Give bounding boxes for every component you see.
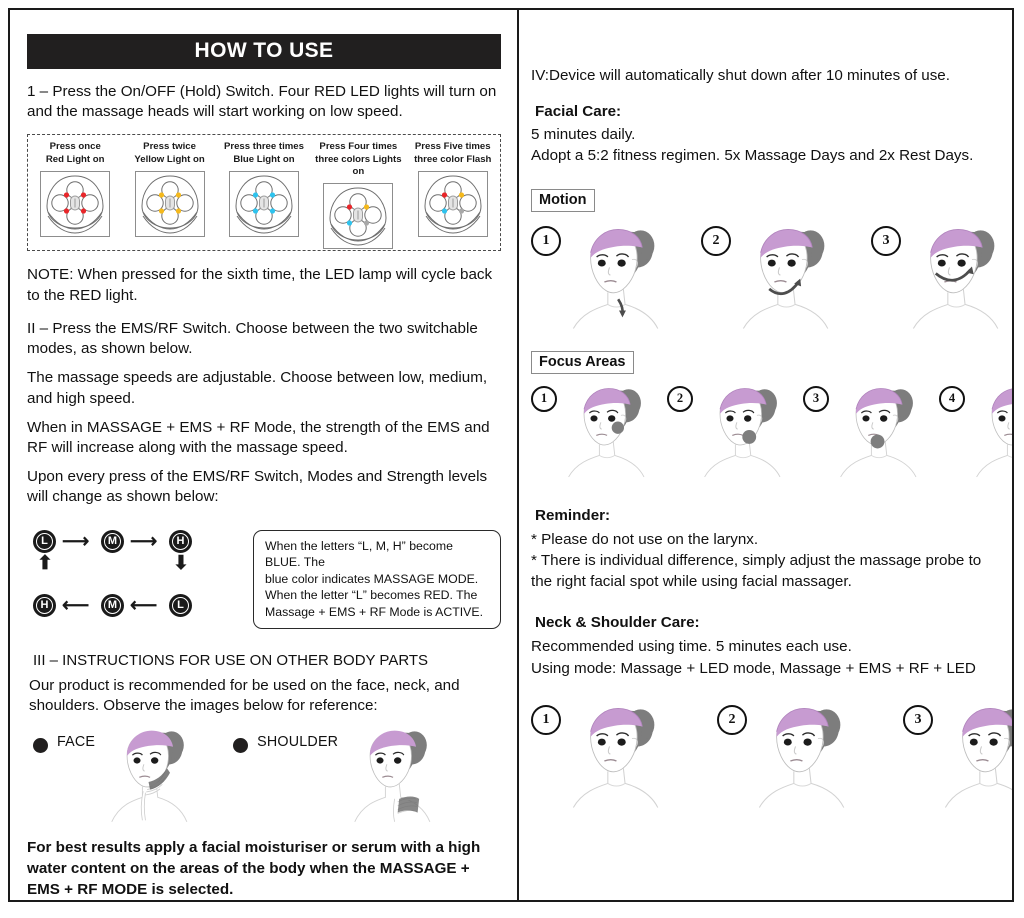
step-1-text: 1 – Press the On/OFF (Hold) Switch. Four RED LED lights will turn on and the massage heads will start working on low speed. (27, 83, 497, 121)
cycle-node-top: L (33, 530, 56, 553)
cycle-arrow-right-icon: ⟶ (130, 530, 158, 552)
led-mode-caption (126, 141, 214, 166)
led-mode-light-state: Blue Light on (233, 153, 295, 165)
led-mode-light-state: three colors Lights on (315, 153, 402, 177)
step-3-title: III – INSTRUCTIONS FOR USE ON OTHER BODY PARTS (33, 651, 429, 669)
figure-number-badge: 1 (531, 386, 557, 412)
bullet-dot-icon (33, 738, 48, 753)
focus-head-illustration (693, 380, 787, 485)
neck-care-line-2: Using mode: Massage + LED mode, Massage + EMS + RF + LED (531, 659, 976, 677)
motion-figure (701, 220, 835, 337)
led-mode-cell (409, 141, 497, 237)
neck-shoulder-figure-row (531, 699, 998, 816)
focus-area-figure (667, 380, 787, 485)
figure-number-badge: 1 (531, 226, 561, 256)
neck-shoulder-figure (531, 699, 665, 816)
left-column (10, 10, 517, 902)
led-mode-press-count: Press Five times (414, 141, 491, 153)
cycle-node-top: H (169, 530, 192, 553)
mode-color-note-line: Massage + EMS + RF Mode is ACTIVE. (265, 604, 484, 619)
neck-shoulder-head-illustration (747, 699, 851, 816)
focus-areas-figure-row (531, 380, 998, 485)
cycle-node-top: M (101, 530, 124, 553)
led-mode-light-state: Red Light on (45, 153, 105, 165)
led-mode-cell (126, 141, 214, 237)
body-parts-figures (27, 720, 501, 820)
figure-number-badge: 3 (871, 226, 901, 256)
neck-shoulder-figure (717, 699, 851, 816)
focus-area-figure (939, 380, 1014, 485)
led-mode-caption (314, 141, 402, 178)
motion-figure (531, 220, 665, 337)
facial-care-title: Facial Care: (535, 102, 622, 120)
cycle-arrow-left-icon: ⟵ (62, 594, 90, 616)
final-note-text: For best results apply a facial moisturiser or serum with a high water content on the areas of the body when the MASSAGE + EMS + RF MODE is selected. (27, 839, 481, 898)
body-part-shoulder (233, 720, 436, 820)
cycle-arrow-up-icon: ⬆ (37, 552, 53, 574)
mode-color-note-line: When the letters “L, M, H” become BLUE. The (265, 538, 453, 570)
neck-shoulder-care-title: Neck & Shoulder Care: (535, 614, 700, 632)
cycle-arrow-down-icon: ⬇ (173, 552, 189, 574)
body-part-label: FACE (57, 734, 96, 751)
cycle-intro-text: Upon every press of the EMS/RF Switch, Modes and Strength levels will change as shown below: (27, 468, 488, 506)
focus-areas-section-tag: Focus Areas (531, 351, 634, 374)
led-mode-cell (31, 141, 119, 237)
figure-number-badge: 2 (717, 705, 747, 735)
led-device-icon (323, 183, 393, 249)
cycle-arrow-left-icon: ⟵ (130, 594, 158, 616)
reminder-title: Reminder: (535, 506, 611, 524)
massage-speeds-text: The massage speeds are adjustable. Choose between low, medium, and high speed. (27, 369, 488, 407)
neck-shoulder-head-illustration (561, 699, 665, 816)
focus-head-illustration (829, 380, 923, 485)
figure-number-badge: 3 (903, 705, 933, 735)
step-3-body: Our product is recommended for be used on the face, neck, and shoulders. Observe the images below for reference: (29, 676, 460, 715)
figure-number-badge: 3 (803, 386, 829, 412)
facial-care-line-2: Adopt a 5:2 fitness regimen. 5x Massage Days and 2x Rest Days. (531, 147, 974, 165)
figure-number-badge: 2 (667, 386, 693, 412)
page-title-banner: HOW TO USE (27, 34, 501, 69)
motion-figure-row (531, 220, 998, 337)
led-mode-press-count: Press three times (223, 141, 304, 153)
right-column (519, 10, 1014, 902)
figure-number-badge: 2 (701, 226, 731, 256)
led-mode-caption (409, 141, 497, 166)
led-mode-light-state: Yellow Light on (134, 153, 205, 165)
led-mode-strip (27, 134, 501, 251)
step-4-text: IV:Device will automatically shut down after 10 minutes of use. (531, 67, 950, 84)
shoulder-usage-illustration (344, 720, 436, 829)
led-mode-press-count: Press twice (143, 141, 196, 153)
focus-head-illustration (965, 380, 1014, 485)
motion-head-illustration (731, 220, 835, 337)
led-device-icon (418, 171, 488, 237)
motion-head-illustration (561, 220, 665, 337)
figure-number-badge: 1 (531, 705, 561, 735)
led-mode-caption (220, 141, 308, 166)
focus-head-illustration (557, 380, 651, 485)
motion-head-illustration (901, 220, 1005, 337)
body-part-face (33, 720, 193, 820)
neck-shoulder-figure (903, 699, 1014, 816)
mode-cycle-section (27, 526, 501, 629)
motion-section-tag: Motion (531, 189, 595, 212)
body-part-label: SHOULDER (257, 734, 339, 751)
cycle-node-bottom: H (33, 594, 56, 617)
bullet-dot-icon (233, 738, 248, 753)
cycle-node-bottom: M (101, 594, 124, 617)
led-device-icon (40, 171, 110, 237)
step-2-text: II – Press the EMS/RF Switch. Choose between the two switchable modes, as shown below. (27, 319, 478, 358)
focus-area-figure (803, 380, 923, 485)
led-mode-press-count: Press Four times (319, 141, 398, 153)
neck-care-line-1: Recommended using time. 5 minutes each use. (531, 638, 852, 656)
cycle-arrow-right-icon: ⟶ (62, 530, 90, 552)
ems-rf-strength-text: When in MASSAGE + EMS + RF Mode, the strength of the EMS and RF will increase along with the massage speed. (27, 418, 490, 456)
led-device-icon (229, 171, 299, 237)
led-mode-press-count: Press once (49, 141, 101, 153)
led-mode-caption (31, 141, 119, 166)
led-mode-cell (220, 141, 308, 237)
mode-cycle-diagram (33, 526, 223, 626)
led-note-text: NOTE: When pressed for the sixth time, the LED lamp will cycle back to the RED light. (27, 266, 493, 304)
figure-number-badge: 4 (939, 386, 965, 412)
facial-care-line-1: 5 minutes daily. (531, 125, 636, 143)
led-mode-cell (314, 141, 402, 249)
mode-color-note-line: When the letter “L” becomes RED. The (265, 588, 478, 603)
focus-area-figure (531, 380, 651, 485)
manual-page (8, 8, 1014, 902)
neck-shoulder-head-illustration (933, 699, 1014, 816)
led-mode-light-state: three color Flash (414, 153, 492, 165)
face-usage-illustration (101, 720, 193, 829)
motion-figure (871, 220, 1005, 337)
mode-color-note-box (253, 530, 501, 629)
reminder-line-2: * There is individual difference, simply adjust the massage probe to the right facial spot while using facial massager. (531, 552, 982, 590)
mode-color-note-line: blue color indicates MASSAGE MODE. (265, 571, 479, 586)
cycle-node-bottom: L (169, 594, 192, 617)
reminder-line-1: * Please do not use on the larynx. (531, 530, 759, 548)
led-device-icon (135, 171, 205, 237)
